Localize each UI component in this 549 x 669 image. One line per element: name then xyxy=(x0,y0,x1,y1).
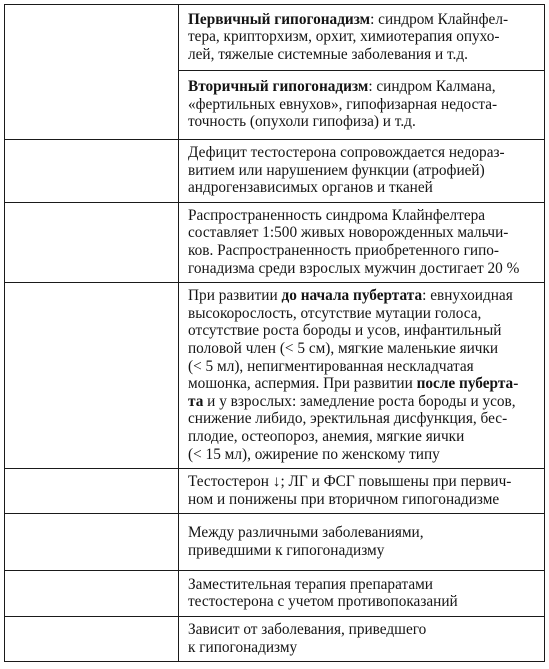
row-label xyxy=(5,571,179,617)
text-segment: (< 5 мл), непигментированная нескладчатая xyxy=(188,357,474,375)
description-line xyxy=(188,242,540,260)
text-segment: ном и понижены при вторичном гипогонадизме xyxy=(188,490,500,508)
row-description xyxy=(179,71,545,140)
bold-text: после пуберта- xyxy=(416,375,519,393)
description-line xyxy=(188,287,540,305)
text-segment: тера, крипторхизм, орхит, химиотерапия опухо- xyxy=(188,28,500,46)
row-description xyxy=(179,140,545,203)
description-line xyxy=(188,491,540,509)
bold-text: до начала пубертата xyxy=(281,287,423,305)
row-description xyxy=(179,283,545,469)
text-segment: плодие, остеопороз, анемия, мягкие яички xyxy=(188,427,465,445)
description-line xyxy=(188,593,540,611)
description-line xyxy=(188,358,540,376)
row-label xyxy=(5,5,179,140)
text-segment: лей, тяжелые системные заболевания и т.д. xyxy=(188,45,468,63)
hypogonadism-table xyxy=(4,4,545,662)
description-line xyxy=(188,473,540,491)
description-line xyxy=(188,78,540,96)
description-line xyxy=(188,207,540,225)
text-segment: снижение либидо, эректильная дисфункция, бес- xyxy=(188,410,508,428)
description-line xyxy=(188,144,540,162)
row-description xyxy=(179,469,545,514)
text-segment: Зависит от заболевания, приведшего xyxy=(188,621,427,639)
text-segment: точность (опухоли гипофиза) и т.д. xyxy=(188,113,416,131)
description-line xyxy=(188,322,540,340)
text-segment: и у взрослых: замедление роста бороды и усов, xyxy=(203,392,516,410)
row-label xyxy=(5,617,179,662)
row-description xyxy=(179,202,545,282)
text-segment: тестостерона с учетом противопоказаний xyxy=(188,593,458,611)
bold-text: Первичный гипогонадизм xyxy=(188,10,371,28)
description-line xyxy=(188,446,540,464)
table-row xyxy=(5,469,545,514)
description-line xyxy=(188,179,540,197)
row-description xyxy=(179,617,545,662)
text-segment: гонадизма среди взрослых мужчин достигает 20 % xyxy=(188,259,520,277)
text-segment: ков. Распространенность приобретенного гипо- xyxy=(188,241,500,259)
description-line xyxy=(188,375,540,393)
description-line xyxy=(188,410,540,428)
description-line xyxy=(188,639,540,657)
table-row xyxy=(5,514,545,571)
description-line xyxy=(188,96,540,114)
description-line xyxy=(188,224,540,242)
row-label xyxy=(5,514,179,571)
table-row xyxy=(5,617,545,662)
bold-text: та xyxy=(188,392,204,410)
row-label xyxy=(5,202,179,282)
table-row xyxy=(5,283,545,469)
text-segment: : евнухоидная xyxy=(422,287,513,305)
description-line xyxy=(188,428,540,446)
text-segment: Между различными заболеваниями, xyxy=(188,524,424,542)
table-row xyxy=(5,5,545,71)
row-label xyxy=(5,140,179,203)
row-description xyxy=(179,514,545,571)
row-description xyxy=(179,571,545,617)
table-body xyxy=(5,5,545,662)
description-line xyxy=(188,305,540,323)
text-segment: : синдром Клайнфел- xyxy=(370,10,509,28)
text-segment: Распространенность синдрома Клайнфелтера xyxy=(188,206,486,224)
text-segment: приведшими к гипогонадизму xyxy=(188,541,385,559)
text-segment: Дефицит тестостерона сопровождается недораз- xyxy=(188,144,505,161)
text-segment: к гипогонадизму xyxy=(188,638,298,656)
table-row xyxy=(5,571,545,617)
description-line xyxy=(188,28,540,46)
text-segment: мошонка, аспермия. При развитии xyxy=(188,375,417,393)
text-segment: При развитии xyxy=(188,287,282,305)
description-line xyxy=(188,621,540,639)
description-line xyxy=(188,11,540,29)
table-row xyxy=(5,140,545,203)
text-segment: высокорослость, отсутствие мутации голоса, xyxy=(188,304,482,322)
row-description xyxy=(179,5,545,71)
description-line xyxy=(188,393,540,411)
description-line xyxy=(188,260,540,278)
description-line xyxy=(188,46,540,64)
description-line xyxy=(188,340,540,358)
description-line xyxy=(188,162,540,180)
text-segment: Заместительная терапия препаратами xyxy=(188,575,433,593)
description-line xyxy=(188,113,540,131)
text-segment: витием или нарушением функции (атрофией) xyxy=(188,161,485,179)
text-segment: составляет 1:500 живых новорожденных мальчи- xyxy=(188,224,509,242)
description-line xyxy=(188,524,540,542)
text-segment: отсутствие роста бороды и усов, инфантильный xyxy=(188,322,502,340)
table-row xyxy=(5,202,545,282)
text-segment: андрогензависимых органов и тканей xyxy=(188,179,433,197)
text-segment: половой член (< 5 см), мягкие маленькие яички xyxy=(188,339,499,357)
description-line xyxy=(188,542,540,560)
text-segment: Тестостерон ↓; ЛГ и ФСГ повышены при первич- xyxy=(188,473,512,491)
row-label xyxy=(5,469,179,514)
row-label xyxy=(5,283,179,469)
bold-text: Вторичный гипогонадизм xyxy=(188,78,369,96)
description-line xyxy=(188,576,540,594)
text-segment: (< 15 мл), ожирение по женскому типу xyxy=(188,445,440,463)
text-segment: «фертильных евнухов», гипофизарная недоста- xyxy=(188,95,498,113)
text-segment: : синдром Калмана, xyxy=(368,78,496,96)
